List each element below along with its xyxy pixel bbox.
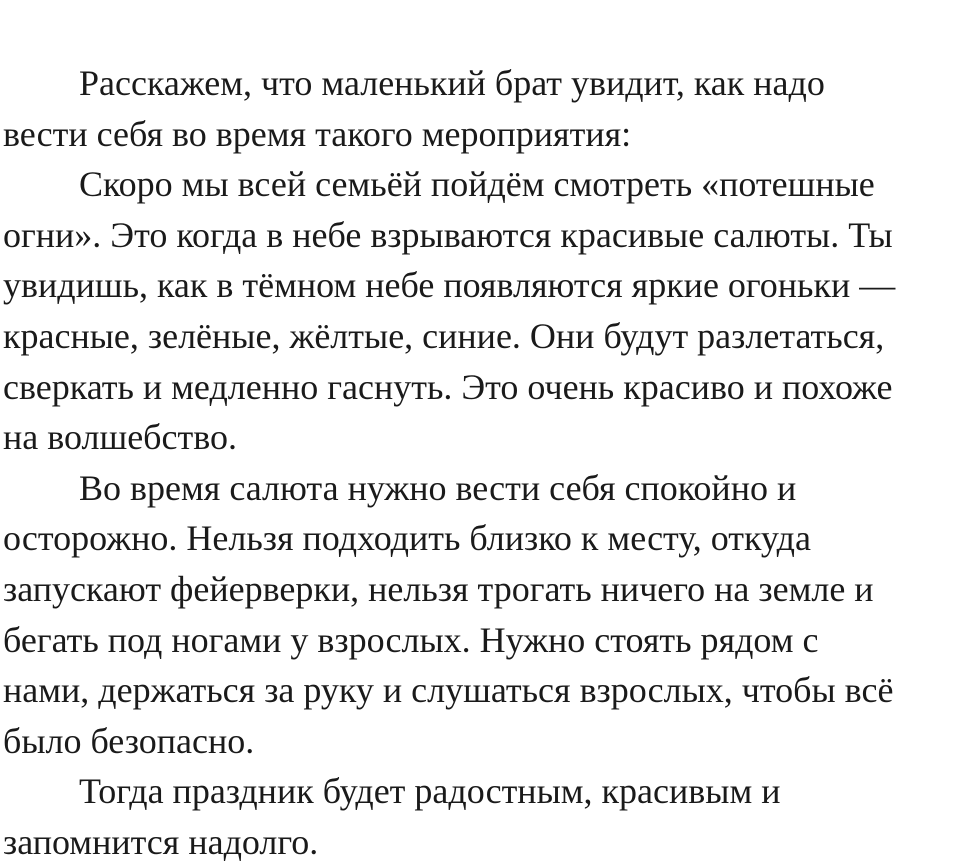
text-line: запомнится надолго. (3, 821, 319, 862)
paragraph-conclusion (3, 766, 960, 867)
text-line: бегать под ногами у взрослых. Нужно стоять рядом с (3, 619, 819, 660)
text-line: было безопасно. (3, 720, 255, 761)
paragraph-intro (3, 58, 960, 159)
text-line: осторожно. Нельзя подходить близко к месту, откуда (3, 518, 811, 559)
text-line: Во время салюта нужно вести себя спокойно и (79, 467, 797, 508)
text-line: нами, держаться за руку и слушаться взрослых, чтобы всё (3, 670, 894, 711)
document-body (3, 58, 960, 868)
text-line: увидишь, как в тёмном небе появляются яркие огоньки — (3, 265, 896, 306)
text-line: запускают фейерверки, нельзя трогать ничего на земле и (3, 568, 874, 609)
text-line: Тогда праздник будет радостным, красивым и (79, 771, 781, 812)
text-line: красные, зелёные, жёлтые, синие. Они будут разлетаться, (3, 315, 885, 356)
text-line: огни». Это когда в небе взрываются красивые салюты. Ты (3, 214, 893, 255)
text-line: на волшебство. (3, 417, 237, 458)
text-line: Расскажем, что маленький брат увидит, как надо (79, 63, 825, 103)
text-line: вести себя во время такого мероприятия: (3, 113, 632, 154)
paragraph-fireworks-description (3, 159, 960, 463)
paragraph-safety-rules (3, 463, 960, 767)
text-line: Скоро мы всей семьёй пойдём смотреть «потешные (79, 164, 875, 205)
text-line: сверкать и медленно гаснуть. Это очень красиво и похоже (3, 366, 893, 407)
